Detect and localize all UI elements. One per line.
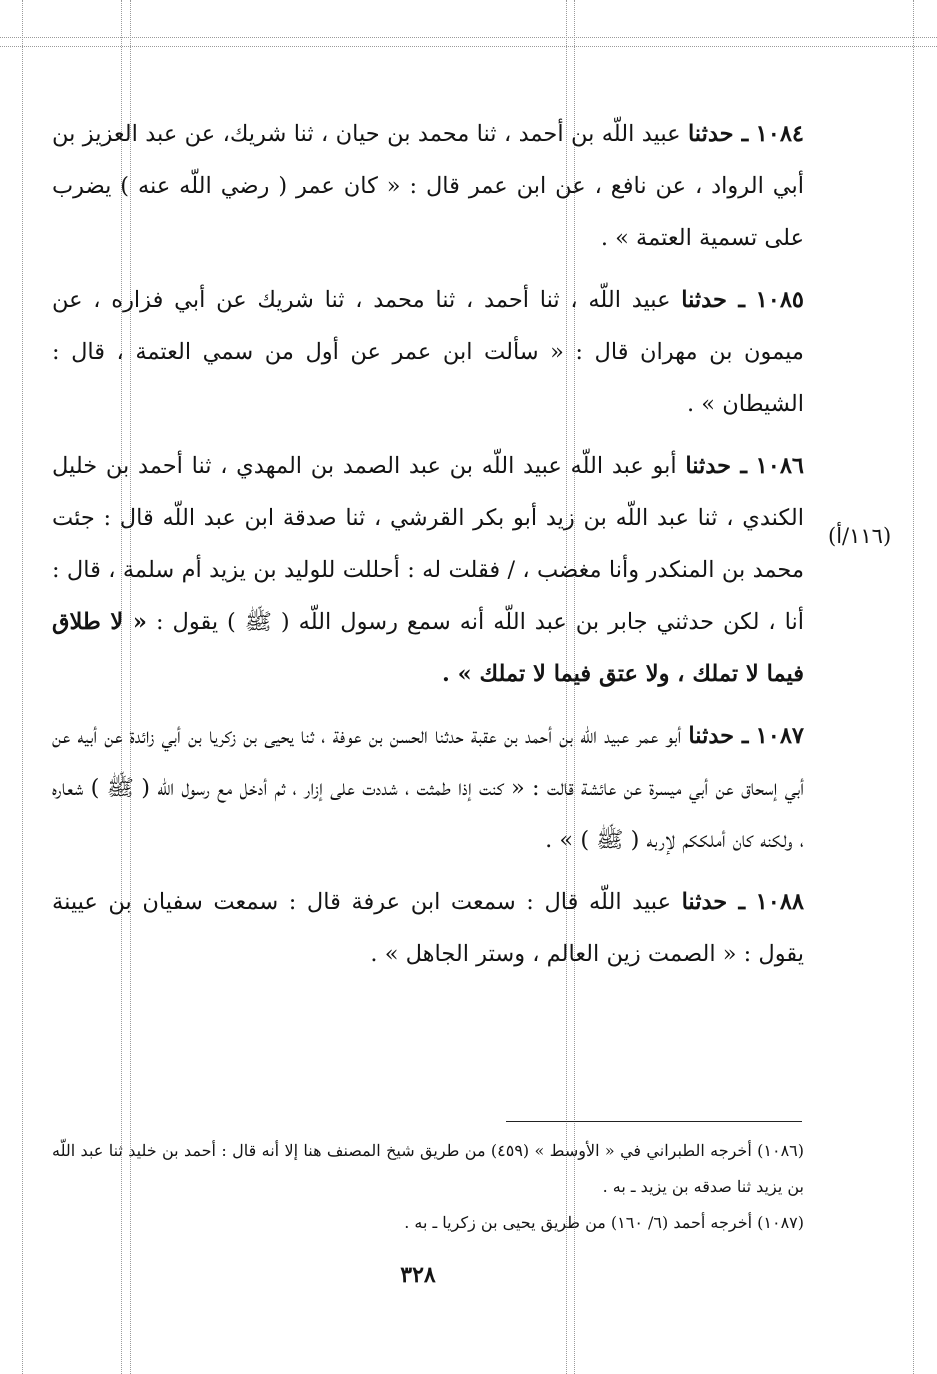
hadith-1088: ١٠٨٨ ـ حدثنا عبيد اللّه قال : سمعت ابن عرفة قال : سمعت سفيان بن عيينة يقول : « الصمت زين العالم ، وستر الجاهل » . [52, 889, 804, 967]
hadith-text: عبيد اللّه بن أحمد ، ثنا محمد بن حيان ، ثنا شريك، عن عبد العزيز بن أبي الرواد ، عن نافع ، عن ابن عمر قال : « كان عمر ( رضي اللّه عنه ) يضرب على تسمية العتمة » . [52, 121, 804, 251]
hadith-1084: ١٠٨٤ ـ حدثنا عبيد اللّه بن أحمد ، ثنا محمد بن حيان ، ثنا شريك، عن عبد العزيز بن أبي الرواد ، عن نافع ، عن ابن عمر قال : « كان عمر ( رضي اللّه عنه ) يضرب على تسمية العتمة » . [52, 121, 804, 251]
footnotes [52, 1133, 804, 1241]
hadith-lead-word: حدثنا [681, 889, 728, 915]
scan-guide-line [913, 0, 914, 1374]
hadith-number: ١٠٨٦ [755, 453, 804, 479]
hadith-number: ١٠٨٥ [755, 287, 804, 313]
footnote-1087: (١٠٨٧) أخرجه أحمد (٦/ ١٦٠) من طريق يحيى بن زكريا ـ به . [404, 1213, 804, 1232]
hadith-text: عبيد اللّه قال : سمعت ابن عرفة قال : سمعت سفيان بن عيينة يقول : « الصمت زين العالم ، وستر الجاهل » . [52, 889, 804, 967]
footnote-1086: (١٠٨٦) أخرجه الطبراني في « الأوسط » (٤٥٩) من طريق شيخ المصنف هنا إلا أنه قال : أحمد بن خليد ثنا عبد اللّه بن يزيد ثنا صدقه بن يزيد ـ به . [52, 1141, 804, 1196]
manuscript-folio-reference: (١١٦/أ) [828, 524, 892, 548]
hadith-lead-word: حدثنا [681, 287, 727, 313]
hadith-1087: ١٠٨٧ ـ حدثنا أبو عمر عبيد اللّه بن أحمد بن عقبة حدثنا الحسن بن عوفة ، ثنا يحيى بن زكريا بن أبي زائدة عن أبيه عن أبي إسحاق عن أبي ميسرة عن عائشة قالت : « كنت إذا طمثت ، شددت على إزار ، ثم أدخل مع رسول اللّه ( ﷺ ) شعاره ، ولكنه كان أملككم لإربه ( ﷺ ) » . [52, 723, 804, 853]
hadith-text: عبيد اللّه ، ثنا أحمد ، ثنا محمد ، ثنا شريك عن أبي فزاره ، عن ميمون بن مهران قال : « سألت ابن عمر عن أول من سمي العتمة ، قال : الشيطان » . [52, 287, 804, 417]
hadith-number: ١٠٨٤ [755, 121, 804, 147]
hadith-lead-word: حدثنا [685, 453, 731, 479]
main-text [52, 108, 804, 990]
hadith-quote: « لا طلاق فيما لا تملك ، ولا عتق فيما لا تملك » . [52, 609, 804, 687]
hadith-1086: ١٠٨٦ ـ حدثنا أبو عبد اللّه عبيد اللّه بن عبد الصمد بن المهدي ، ثنا أحمد بن خليل الكندي ، ثنا عبد اللّه بن زيد أبو بكر القرشي ، ثنا صدقة ابن عبد اللّه قال : جئت محمد بن المنكدر وأنا مغضب ، / فقلت له : أحللت للوليد بن يزيد أم سلمة ، قال : أنا ، لكن حدثني جابر بن عبد اللّه أنه سمع رسول اللّه ( ﷺ ) يقول : « لا طلاق فيما لا تملك ، ولا عتق فيما لا تملك » . [52, 453, 804, 687]
hadith-lead-word: حدثنا [687, 121, 734, 147]
hadith-text: أبو عمر عبيد اللّه بن أحمد بن عقبة حدثنا الحسن بن عوفة ، ثنا يحيى بن زكريا بن أبي زائدة عن أبيه عن أبي إسحاق عن أبي ميسرة عن عائشة قالت : « كنت إذا طمثت ، شددت على إزار ، ثم أدخل مع رسول اللّه ( ﷺ ) شعاره ، ولكنه كان أملككم لإربه ( ﷺ ) » . [52, 723, 804, 853]
scan-guide-line [22, 0, 23, 1374]
page-number: ٣٢٨ [400, 1262, 436, 1288]
hadith-text: أبو عبد اللّه عبيد اللّه بن عبد الصمد بن المهدي ، ثنا أحمد بن خليل الكندي ، ثنا عبد اللّه بن زيد أبو بكر القرشي ، ثنا صدقة ابن عبد اللّه قال : جئت محمد بن المنكدر وأنا مغضب ، / فقلت له : أحللت للوليد بن يزيد أم سلمة ، قال : أنا ، لكن حدثني جابر بن عبد اللّه أنه سمع رسول اللّه ( ﷺ ) يقول : [52, 453, 804, 635]
scan-guide-line [0, 37, 937, 38]
scan-guide-line [0, 46, 937, 47]
hadith-lead-word: حدثنا [688, 723, 735, 749]
hadith-1085: ١٠٨٥ ـ حدثنا عبيد اللّه ، ثنا أحمد ، ثنا محمد ، ثنا شريك عن أبي فزاره ، عن ميمون بن مهران قال : « سألت ابن عمر عن أول من سمي العتمة ، قال : الشيطان » . [52, 287, 804, 417]
hadith-number: ١٠٨٨ [755, 889, 804, 915]
footnote-separator [506, 1121, 802, 1122]
hadith-number: ١٠٨٧ [755, 723, 804, 749]
